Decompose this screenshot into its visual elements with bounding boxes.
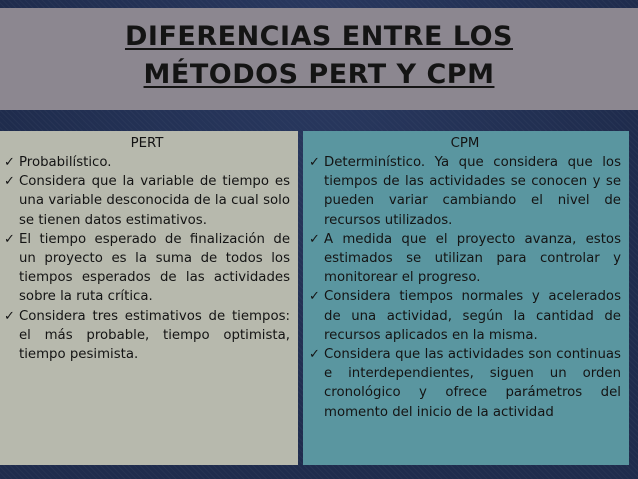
cpm-item-text: Considera tiempos normales y acelerados de una actividad, según la cantidad de recursos aplicados en la misma. (324, 289, 621, 343)
list-item (309, 345, 621, 422)
pert-column (0, 131, 298, 465)
check-icon: ✓ (309, 289, 320, 305)
pert-item-text: El tiempo esperado de finalización de un proyecto es la suma de todos los tiempos esperados de las actividades sobre la ruta crítica. (19, 231, 290, 305)
list-item (4, 230, 290, 307)
check-icon: ✓ (309, 231, 320, 247)
list-item (309, 287, 621, 345)
check-icon: ✓ (4, 231, 15, 247)
cpm-list (309, 153, 621, 422)
list-item (4, 153, 290, 172)
check-icon: ✓ (4, 308, 15, 324)
cpm-item-text: Considera que las actividades son continuas e interdependientes, siguen un orden cronológico y ofrece parámetros del momento del inicio de la actividad (324, 347, 621, 420)
title-line-2: MÉTODOS PERT Y CPM (143, 59, 495, 90)
check-icon: ✓ (4, 155, 15, 170)
pert-heading: PERT (130, 136, 164, 151)
cpm-column (303, 131, 629, 465)
cpm-item-text: Determinístico. Ya que considera que los tiempos de las actividades se conocen y se pueden variar cambiando el nivel de recursos utilizados. (324, 155, 621, 228)
list-item (4, 307, 290, 365)
slide-title (0, 18, 638, 94)
list-item (309, 230, 621, 288)
title-line-1: DIFERENCIAS ENTRE LOS (124, 21, 513, 52)
check-icon: ✓ (309, 347, 320, 363)
cpm-heading: CPM (450, 136, 480, 151)
pert-list (4, 153, 290, 364)
cpm-item-text: A medida que el proyecto avanza, estos estimados se utilizan para controlar y monitorear el progreso. (324, 231, 621, 286)
check-icon: ✓ (4, 174, 15, 190)
list-item (309, 153, 621, 230)
pert-item-text: Probabilístico. (19, 155, 112, 170)
pert-item-text: Considera tres estimativos de tiempos: el más probable, tiempo optimista, tiempo pesimista. (19, 308, 290, 363)
pert-item-text: Considera que la variable de tiempo es una variable desconocida de la cual solo se tienen datos estimativos. (19, 174, 290, 228)
check-icon: ✓ (309, 155, 320, 170)
list-item (4, 172, 290, 230)
